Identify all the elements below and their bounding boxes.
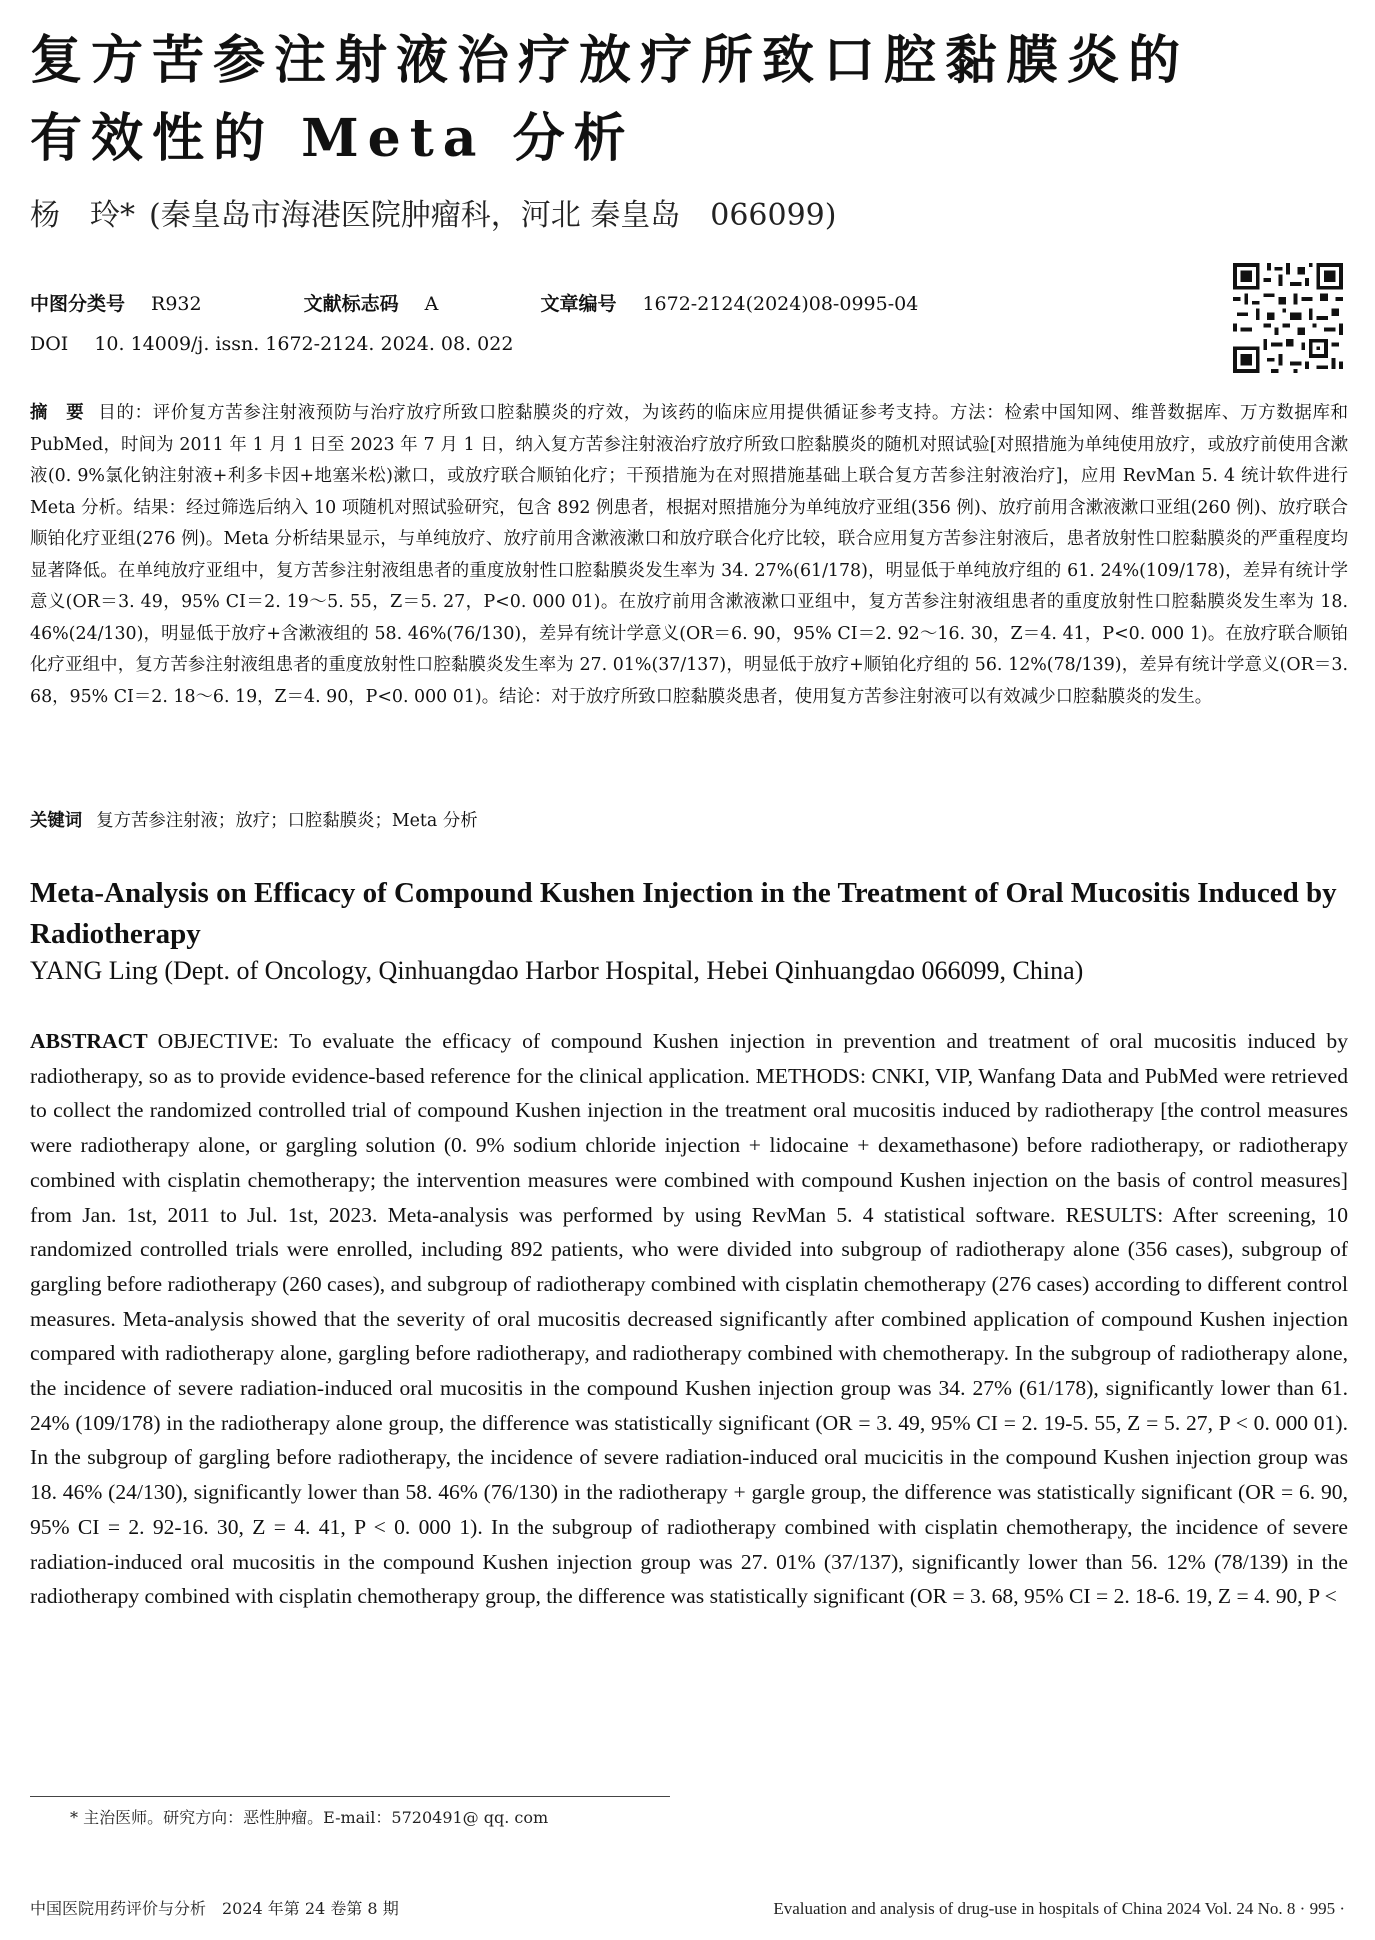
author-affiliation: (秦皇岛市海港医院肿瘤科，河北 秦皇岛 066099) (149, 198, 837, 233)
keywords-cn (30, 806, 1348, 837)
abstract-cn-label: 摘 要 (30, 403, 85, 423)
footnote-divider (30, 1796, 670, 1797)
article-number-label: 文章编号 (540, 293, 617, 315)
author-name: 杨 玲* (30, 198, 135, 233)
meta-row-doi (30, 324, 1210, 364)
footer-journal-cn: 中国医院用药评价与分析 2024 年第 24 卷第 8 期 (30, 1899, 399, 1918)
article-title-cn (30, 22, 1350, 178)
doc-code-value: A (424, 293, 439, 315)
abstract-en (30, 1024, 1348, 1614)
clc-label: 中图分类号 (30, 293, 126, 315)
article-title-en: Meta-Analysis on Efficacy of Compound Kushen Injection in the Treatment of Oral Mucositis Induced by Radiotherapy (30, 877, 1337, 950)
doc-code-label: 文献标志码 (303, 293, 399, 315)
title-line-2: 有效性的 Meta 分析 (30, 108, 635, 169)
author-line-en: YANG Ling (Dept. of Oncology, Qinhuangdao Harbor Hospital, Hebei Qinhuangdao 066099, China) (30, 956, 1084, 985)
article-number-value: 1672-2124(2024)08-0995-04 (642, 293, 919, 315)
qr-code-icon (1233, 263, 1343, 373)
footer-journal-en: Evaluation and analysis of drug-use in hospitals of China 2024 Vol. 24 No. 8 · 995 · (773, 1899, 1345, 1918)
doi-label: DOI (30, 333, 69, 355)
abstract-en-label: ABSTRACT (30, 1029, 148, 1053)
article-meta (30, 284, 1210, 364)
doi-value[interactable]: 10. 14009/j. issn. 1672-2124. 2024. 08. 022 (94, 333, 514, 355)
keywords-cn-label: 关键词 (30, 811, 83, 831)
title-line-1: 复方苦参注射液治疗放疗所致口腔黏膜炎的 (30, 30, 1190, 91)
author-line (30, 196, 1350, 236)
meta-row-classification (30, 284, 1210, 324)
clc-value: R932 (151, 293, 202, 315)
abstract-cn-text: 目的：评价复方苦参注射液预防与治疗放疗所致口腔黏膜炎的疗效，为该药的临床应用提供循证参考支持。方法：检索中国知网、维普数据库、万方数据库和 PubMed，时间为 2011 年 1 月 1 日至 2023 年 7 月 1 日，纳入复方苦参注射液治疗放疗所致口腔黏膜炎的随机对照试验[对照措施为单纯使用放疗，或放疗前使用含漱液(0. 9%氯化钠注射液+利多卡因+地塞米松)漱口，或放疗联合顺铂化疗；干预措施为在对照措施基础上联合复方苦参注射液治疗]，应用 RevMan 5. 4 统计软件进行 Meta 分析。结果：经过筛选后纳入 10 项随机对照试验研究，包含 892 例患者，根据对照措施分为单纯放疗亚组(356 例)、放疗前用含漱液漱口亚组(260 例)、放疗联合顺铂化疗亚组(276 例)。Meta 分析结果显示，与单纯放疗、放疗前用含漱液漱口和放疗联合化疗比较，联合应用复方苦参注射液后，患者放射性口腔黏膜炎的严重程度均显著降低。在单纯放疗亚组中，复方苦参注射液组患者的重度放射性口腔黏膜炎发生率为 34. 27%(61/178)，明显低于单纯放疗组的 61. 24%(109/178)，差异有统计学意义(OR＝3. 49，95% CI＝2. 19～5. 55，Z＝5. 27，P<0. 000 01)。在放疗前用含漱液漱口亚组中，复方苦参注射液组患者的重度放射性口腔黏膜炎发生率为 18. 46%(24/130)，明显低于放疗+含漱液组的 58. 46%(76/130)，差异有统计学意义(OR＝6. 90，95% CI＝2. 92～16. 30，Z＝4. 41，P<0. 000 1)。在放疗联合顺铂化疗亚组中，复方苦参注射液组患者的重度放射性口腔黏膜炎发生率为 27. 01%(37/137)，明显低于放疗+顺铂化疗组的 56. 12%(78/139)，差异有统计学意义(OR＝3. 68，95% CI＝2. 18～6. 19，Z＝4. 90，P<0. 000 01)。结论：对于放疗所致口腔黏膜炎患者，使用复方苦参注射液可以有效减少口腔黏膜炎的发生。 (30, 403, 1349, 707)
author-footnote: * 主治医师。研究方向：恶性肿瘤。E-mail：5720491@ qq. com (70, 1808, 549, 1827)
keywords-cn-text: 复方苦参注射液；放疗；口腔黏膜炎；Meta 分析 (96, 811, 478, 831)
abstract-en-text: OBJECTIVE: To evaluate the efficacy of compound Kushen injection in prevention and treatment of oral mucositis induced by radiotherapy, so as to provide evidence-based reference for the clinical application. METHODS: CNKI, VIP, Wanfang Data and PubMed were retrieved to collect the randomized controlled trial of compound Kushen injection in the treatment oral mucositis induced by radiotherapy [the control measures were radiotherapy alone, or gargling solution (0. 9% sodium chloride injection + lidocaine + dexamethasone) before radiotherapy, or radiotherapy combined with cisplatin chemotherapy; the intervention measures were combined with compound Kushen injection on the basis of control measures] from Jan. 1st, 2011 to Jul. 1st, 2023. Meta-analysis was performed by using RevMan 5. 4 statistical software. RESULTS: After screening, 10 randomized controlled trials were enrolled, including 892 patients, who were divided into subgroup of radiotherapy alone (356 cases), subgroup of gargling before radiotherapy (260 cases), and subgroup of radiotherapy combined with cisplatin chemotherapy (276 cases) according to different control measures. Meta-analysis showed that the severity of oral mucositis decreased significantly after combined application of compound Kushen injection compared with radiotherapy alone, gargling before radiotherapy, and radiotherapy combined with chemotherapy. In the subgroup of radiotherapy alone, the incidence of severe radiation-induced oral mucositis in the compound Kushen injection group was 34. 27% (61/178), significantly lower than 61. 24% (109/178) in the radiotherapy alone group, the difference was statistically significant (OR = 3. 49, 95% CI = 2. 19-5. 55, Z = 5. 27, P < 0. 000 01). In the subgroup of gargling before radiotherapy, the incidence of severe radiation-induced oral mucicitis in the compound Kushen injection group was 18. 46% (24/130), significantly lower than 58. 46% (76/130) in the radiotherapy + gargle group, the difference was statistically significant (OR = 6. 90, 95% CI = 2. 92-16. 30, Z = 4. 41, P < 0. 000 1). In the subgroup of radiotherapy combined with cisplatin chemotherapy, the incidence of severe radiation-induced oral mucositis in the compound Kushen injection group was 27. 01% (37/137), significantly lower than 56. 12% (78/139) in the radiotherapy combined with cisplatin chemotherapy group, the difference was statistically significant (OR = 3. 68, 95% CI = 2. 18-6. 19, Z = 4. 90, P < (30, 1029, 1348, 1609)
abstract-cn (30, 398, 1348, 713)
